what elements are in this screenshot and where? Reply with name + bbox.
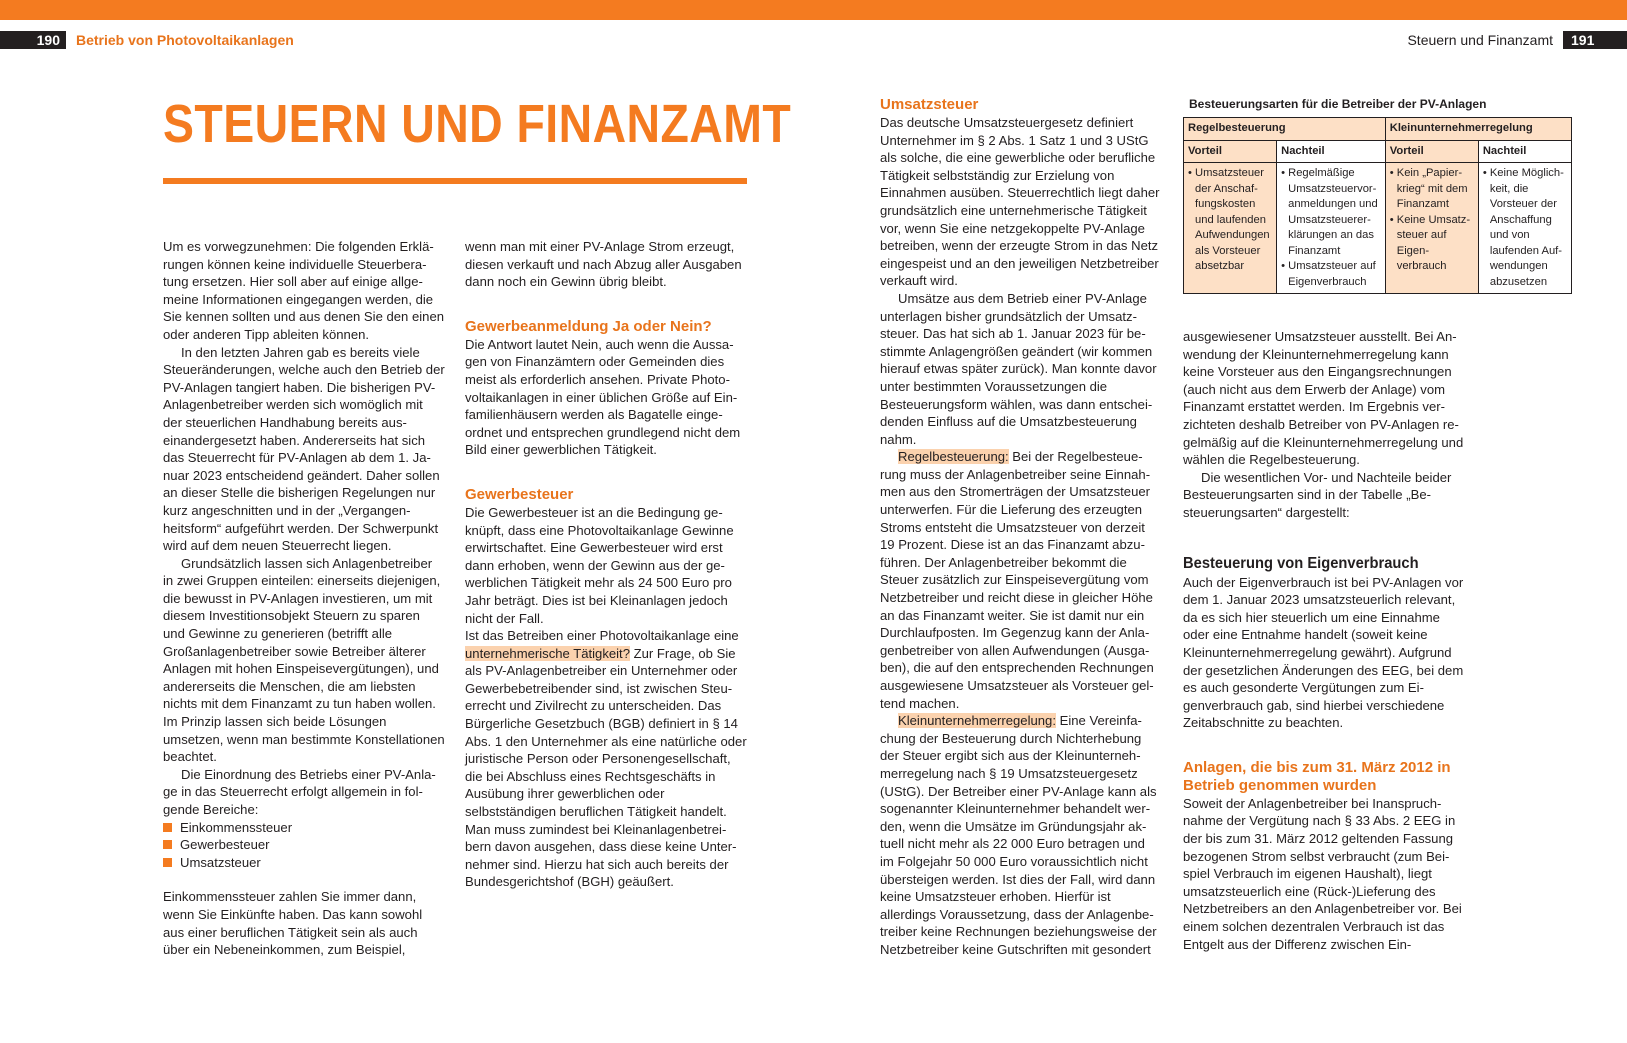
table-column-header: Nachteil: [1478, 140, 1571, 163]
paragraph: Kleinunternehmerregelung: Eine Vereinfachung der Besteuerung durch Nichterhebung der Steuer ergibt sich aus der Kleinunternehmerregelung nach § 19 Umsatzsteuergesetz (UStG). Der Betreiber einer PV-Anlage kann als sogenannter Kleinunternehmer behandelt werden, wenn die Umsätze im Gründungsjahr aktuell nicht mehr als 22 000 Euro betragen und im Folgejahr 50 000 Euro voraussichtlich nicht übersteigen werden. Ist dies der Fall, wird dann keine Umsatzsteuer erhoben. Hierfür ist allerdings Voraussetzung, dass der Anlagenbetreiber keine Rechnungen beziehungsweise der Netzbetreiber keine Gutschriften mit gesondert: [880, 713, 1157, 957]
table-group-header: Regelbesteuerung: [1184, 118, 1386, 141]
highlight: Kleinunternehmerregelung:: [898, 713, 1056, 729]
paragraph: Die Einordnung des Betriebs einer PV-Anlage in das Steuerrecht erfolgt allgemein in folgende Bereiche:: [163, 766, 436, 817]
paragraph: Um es vorwegzunehmen: Die folgenden Erklärungen können keine individuelle Steuerberatung ersetzen. Hier soll aber auf einige allgemeine Informationen eingegangen werden, die Sie kennen sollten und aus denen Sie den einen oder anderen Tipp ableiten können.: [163, 239, 445, 342]
section-heading: Gewerbesteuer: [465, 485, 574, 503]
list-item: • Kein „Papierkrieg“ mit dem Finanzamt: [1390, 166, 1474, 213]
list-item: • Regelmäßige Umsatzsteuervoranmeldungen und Umsatzsteuererklärungen an das Finanzamt: [1281, 166, 1381, 259]
list-item: • Umsatzsteuer auf Eigenverbrauch: [1281, 259, 1381, 290]
paragraph: Ist das Betreiben einer Photovoltaikanlage eine unternehmerische Tätigkeit? Zur Frage, ob Sie als PV-Anlagenbetreiber ein Unternehmer oder Gewerbebetreibender sind, ist zwischen Steuerrecht und Zivilrecht zu unterscheiden. Das Bürgerliche Gesetzbuch (BGB) definiert in § 14 Abs. 1 den Unternehmer als eine natürliche oder juristische Person oder Personengesellschaft, die bei Abschluss eines Rechtsgeschäfts in Ausübung ihrer gewerblichen oder selbstständigen beruflichen Tätigkeit handelt. Man muss zumindest bei Kleinanlagenbetreibern davon ausgehen, dass diese keine Unternehmer sind. Hierzu hat sich auch bereits der Bundesgerichtshof (BGH) geäußert.: [465, 628, 747, 890]
paragraph: Grundsätzlich lassen sich Anlagenbetreiber in zwei Gruppen einteilen: einerseits diejenigen, die bewusst in PV-Anlagen investieren, um mit diesem Investitionsobjekt Steuern zu sparen und Gewinne zu generieren (betrifft alle Großanlagenbetreiber sowie Betreiber älterer Anlagen mit hohen Einspeisevergütungen), und andererseits die Menschen, die am liebsten nichts mit dem Finanzamt zu tun haben wollen. Im Prinzip lassen sich beide Lösungen umsetzen, wenn man bestimmte Konstellationen beachtet.: [163, 555, 445, 765]
table-cell: [1385, 163, 1478, 294]
paragraph: In den letzten Jahren gab es bereits viele Steueränderungen, welche auch den Betrieb der PV-Anlagen tangiert haben. Die bisherigen PV-Anlagenbetreiber werden sich womöglich mit der steuerlichen Handhabung bereits auseinandergesetzt haben. Andererseits hat sich das Steuerrecht für PV-Anlagen ab dem 1. Januar 2023 entscheidend geändert. Daher sollen an dieser Stelle die bisherigen Regelungen nur kurz angeschnitten und in der „Vergangenheitsform“ aufgeführt werden. Der Schwerpunkt wird auf dem neuen Steuerrecht liegen.: [163, 344, 445, 554]
section-heading: Umsatzsteuer: [880, 96, 979, 113]
paragraph: Regelbesteuerung: Bei der Regelbesteuerung muss der Anlagenbetreiber seine Einnahmen aus den Stromerträgen der Umsatzsteuer unterwerfen. Für die Lieferung des erzeugten Stroms entsteht die Umsatzsteuer von derzeit 19 Prozent. Diese ist an das Finanzamt abzuführen. Der Anlagenbetreiber bekommt die Steuer zusätzlich zur Einspeisevergütung vom Netzbetreiber und reicht diese in gleicher Höhe an das Finanzamt weiter. Sie ist damit nur ein Durchlaufposten. Im Gegenzug kann der Anlagenbetreiber von allen Aufwendungen (Ausgaben), die auf den entsprechenden Rechnungen ausgewiesene Umsatzsteuer als Vorsteuer geltend machen.: [880, 449, 1154, 711]
list-item: Gewerbesteuer: [163, 836, 445, 854]
bullet-square-icon: [163, 840, 172, 849]
table-column-header: Vorteil: [1184, 140, 1277, 163]
table-column-header: Nachteil: [1277, 140, 1386, 163]
list-item: • Keine Umsatzsteuer auf Eigenverbrauch: [1390, 213, 1474, 275]
table-caption: Besteuerungsarten für die Betreiber der PV-Anlagen: [1189, 97, 1487, 111]
paragraph: ausgewiesener Umsatzsteuer ausstellt. Bei Anwendung der Kleinunternehmerregelung kann keine Vorsteuer aus den Eingangsrechnungen (auch nicht aus dem Erwerb der Anlage) vom Finanzamt erstattet werden. Im Ergebnis verzichteten deshalb Betreiber von PV-Anlagen regelmäßig auf die Kleinunternehmerregelung und wählen die Regelbesteuerung.: [1183, 329, 1464, 468]
bullet-square-icon: [163, 858, 172, 867]
chapter-title: STEUERN UND FINANZAMT: [163, 94, 792, 154]
list-item: Einkommenssteuer: [163, 819, 445, 837]
column-3: [880, 96, 1162, 959]
list-item: • Umsatzsteuer der Anschaffungskosten und laufenden Aufwendungen als Vorsteuer absetzbar: [1188, 166, 1272, 275]
section-heading: Besteuerung von Eigenverbrauch: [1183, 554, 1419, 572]
right-running-head: Steuern und Finanzamt: [1407, 32, 1553, 48]
bullet-square-icon: [163, 823, 172, 832]
table-group-header: Kleinunternehmerregelung: [1385, 118, 1571, 141]
paragraph: Die Gewerbesteuer ist an die Bedingung geknüpft, dass eine Photovoltaikanlage Gewinne erwirtschaftet. Eine Gewerbesteuer wird erst dann erhoben, wenn der Gewinn aus der gewerblichen Tätigkeit mehr als 24 500 Euro pro Jahr beträgt. Dies ist bei Kleinanlagen jedoch nicht der Fall.: [465, 504, 734, 626]
table-cell: [1277, 163, 1386, 294]
title-rule: [163, 178, 747, 184]
left-page-number: 190: [0, 31, 66, 49]
paragraph: Die wesentlichen Vor- und Nachteile beider Besteuerungsarten sind in der Tabelle „Besteuerungsarten“ dargestellt:: [1183, 469, 1452, 520]
right-page-number: 191: [1563, 31, 1627, 49]
table-column-header: Vorteil: [1385, 140, 1478, 163]
column-4: [1183, 328, 1465, 953]
column-2: [465, 238, 747, 891]
highlight: unternehmerische Tätigkeit?: [465, 645, 630, 661]
paragraph: Die Antwort lautet Nein, auch wenn die Aussagen von Finanzämtern oder Gemeinden dies meist als erforderlich ansehen. Private Photovoltaikanlagen in einer üblichen Größe auf Einfamilienhäusern werden als Bagatelle eingeordnet und entsprechen grundlegend nicht dem Bild einer gewerblichen Tätigkeit.: [465, 336, 741, 458]
top-color-bar: [0, 0, 1627, 20]
paragraph: Soweit der Anlagenbetreiber bei Inanspruchnahme der Vergütung nach § 33 Abs. 2 EEG in der bis zum 31. März 2012 geltenden Fassung bezogenen Strom selbst verbraucht (zum Beispiel Verbrauch im eigenen Haushalt), liegt umsatzsteuerlich eine (Rück-)Lieferung des Netzbetreibers an den Anlagenbetreiber vor. Bei einem solchen dezentralen Verbrauch ist das Entgelt aus der Differenz zwischen Ein-: [1183, 795, 1462, 952]
list-item: Umsatzsteuer: [163, 854, 445, 872]
table-cell: [1478, 163, 1571, 294]
paragraph: Auch der Eigenverbrauch ist bei PV-Anlagen vor dem 1. Januar 2023 umsatzsteuerlich relevant, da es sich hier steuerlich um eine Einnahme oder eine Entnahme handelt (soweit keine Kleinunternehmerregelung gewährt). Aufgrund der gesetzlichen Änderungen des EEG, bei dem es auch gesonderte Vergütungen zum Eigenverbrauch gab, sind hierbei verschiedene Zeitabschnitte zu beachten.: [1183, 574, 1464, 731]
taxation-types-table: [1183, 117, 1572, 294]
paragraph: Das deutsche Umsatzsteuergesetz definiert Unternehmer im § 2 Abs. 1 Satz 1 und 3 UStG als solche, die eine gewerbliche oder berufliche Tätigkeit selbstständig zur Erzielung von Einnahmen ausüben. Steuerrechtlich liegt daher grundsätzlich eine unternehmerische Tätigkeit vor, wenn Sie eine netzgekoppelte PV-Anlage betreiben, wenn der erzeugte Strom in das Netz eingespeist und an den jeweiligen Netzbetreiber verkauft wird.: [880, 115, 1160, 289]
paragraph: Einkommenssteuer zahlen Sie immer dann, wenn Sie Einkünfte haben. Das kann sowohl aus einer beruflichen Tätigkeit sein als auch über ein Nebeneinkommen, zum Beispiel,: [163, 889, 423, 958]
section-heading: Gewerbeanmeldung Ja oder Nein?: [465, 317, 712, 335]
list-item: • Keine Möglichkeit, die Vorsteuer der Anschaffung und von laufenden Aufwendungen abzusetzen: [1483, 166, 1567, 290]
paragraph: Umsätze aus dem Betrieb einer PV-Anlage unterlagen bisher grundsätzlich der Umsatzsteuer. Das hat sich ab 1. Januar 2023 für bestimmte Anlagengrößen geändert (wir kommen hierauf etwas später zurück). Man konnte davor unter bestimmten Voraussetzungen die Besteuerungsform wählen, was dann entscheidenden Einfluss auf die Umsatzbesteuerung nahm.: [880, 290, 1157, 447]
left-running-head: Betrieb von Photovoltaikanlagen: [76, 32, 294, 48]
tax-areas-list: [163, 819, 445, 872]
column-1: [163, 238, 445, 959]
section-heading: Anlagen, die bis zum 31. März 2012 in Betrieb genommen wurden: [1183, 758, 1451, 794]
table-cell: [1184, 163, 1277, 294]
highlight: Regelbesteuerung:: [898, 449, 1009, 465]
paragraph: wenn man mit einer PV-Anlage Strom erzeugt, diesen verkauft und nach Abzug aller Ausgaben dann noch ein Gewinn übrig bleibt.: [465, 239, 742, 290]
